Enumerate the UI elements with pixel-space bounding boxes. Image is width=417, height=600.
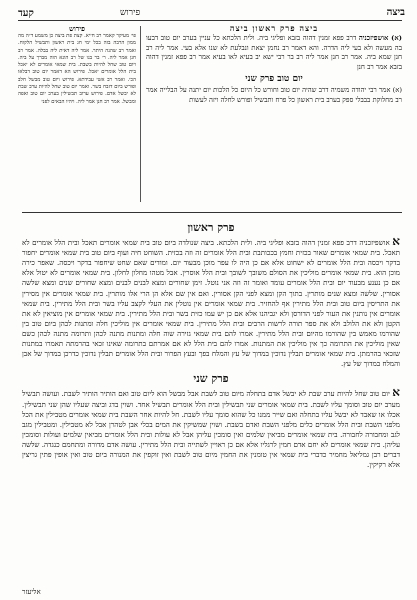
tractate-header: ביצה פרק ראשון ביצה [229, 23, 319, 33]
commentary-text: פי׳ מעיקר קאמר רב חייא. קצת פת ביצה כן משמע ד״ה מה ממון הרבה בזה בכל ימי חג בית ראשון ותבשיל הלקוח. ואמר רב שהנה היתר. אמר ליה דאית ליה בבלה. אמר רב חנן אמר ליה. ר׳ בר בנו של רב הונא הוה מברך על ביה. ויום טוב שחל להיות בשבת. בית שמאי אומרים לא יאכל בית הלל אומרים יאכל. פירוש הא דאמר יום טוב דבלאו הכי. ואמר רב אשי עבידתא. פירוש ויום טוב מבשל חלב ופורש ביום דזבח בשר. ואמר יום טוב שחל להיות ערב שבת לא יבשל אדם. פירוש ערוב תבשילין בערב יום טוב ואפה ומבשל. אמר רב חנן אמר ליה. ויהיו הבאים לפני [18, 33, 136, 105]
commentary-column [18, 24, 136, 204]
mishna-area [146, 24, 402, 210]
section-second-body [22, 387, 400, 470]
section-second-text: יום טוב שחל להיות ערב שבת לא יבשל אדם בתחלה מיום טוב לשבת אבל מבשל הוא ליום טוב ואם הותיר הותיר לשבת. ועושה תבשיל מערב יום טוב וסומך עליו לשבת. בית שמאי אומרים שני תבשילין ובית הלל אומרים תבשיל אחד. ושוין בדג וביצה שעליו שהן שני תבשילין. אכלו או שאבד לא יבשל עליו בתחלה ואם שייר ממנו כל שהוא סומך עליו לשבת. חל להיות אחר השבת בית שמאי אומרים מטבילין את הכל מלפני השבת ובית הלל אומרים כלים מלפני השבת ואדם בשבת. ושוין שמשיקין את המים בכלי אבן לטהרן אבל לא מטבילין. ומטבילין מגב לגב ומחבורה לחבורה. בית שמאי אומרים מביאין שלמים ואין סומכין עליהן אבל לא עולות ובית הלל אומרים מביאין שלמים ועולות וסומכין עליהן. בית שמאי אומרים לא יחם אדם חמין לרגליו אלא אם כן ראויין לשתייה ובית הלל מתירין. עושה אדם מדורה ומתחמם כנגדה. שלשה דברים רבן גמליאל מחמיר כדברי בית שמאי אין טומנין את החמין מיום טוב לשבת ואין זוקפין את המנורה ביום טוב ואין אופין פתין גריצין אלא רקיקין. [22, 389, 400, 470]
main-text [22, 222, 400, 590]
commentary-title: פירוש [120, 8, 141, 18]
column-divider [140, 26, 141, 202]
catchword: אליעזר [22, 588, 41, 596]
page-number: קעד [18, 8, 34, 19]
chapter-two-text: (א) אמר רבי יהודה משמיה דרב שהיה יום טוב וחורש כל היום כל הלכות יום יתנה על הבלייה אמר רב מחלוקת בבבלי ספק בערב בית ראשון כל פרח ותבשיל ופורש לחלה ויזה לעשות [146, 86, 402, 104]
middle-rule [22, 212, 402, 213]
mishna-text: דרב פפא זמנין דהוה בזבא ופליגי ביה. ולית הלכתא כל עניין בערב יום טוב דבעו בה מעשה ולא בעי ליה הדרה. והא דאמר רב נחמן יצאת ונבלעת לא שנו אלא בעי. אמר ליה רב חנן שמא ביה. אמר רב חנן אמר ליה רב בר רבי ישא יב בעיא לאו בעיא אמר רב פפא זמנין דהוה בזבא אמר רב חנן [146, 34, 402, 71]
top-block [18, 24, 402, 210]
chapter-two-heading: יום טוב פרק שני [245, 74, 303, 85]
tractate-edge-label: ביצה [386, 7, 405, 18]
section-first-text: אושפיזכניה דרב פפא זמנין דהוה בזבא ופליגי ביה. ולית הלכתא. ביצה שנולדה ביום טוב בית שמאי אומרים תאכל ובית הלל אומרים לא תאכל. בית שמאי אומרים שאור בכזית וחמץ בככותבת ובית הלל אומרים זה וזה בכזית. השוחט חיה ועוף ביום טוב בית שמאי אומרים יחפור בדקר ויכסה ובית הלל אומרים לא ישחוט אלא אם כן היה לו עפר מוכן מבעוד יום. ומודים שאם שחט שיחפור בדקר ויכסה. שאפר כירה מוכן הוא. בית שמאי אומרים מוליכין את הסולם משובך לשובך ובית הלל אוסרין. אבל מטהו מחלון לחלון. בית שמאי אומרים לא יטול אלא אם כן נענע מבעוד יום ובית הלל אומרים עומד ואומר זה וזה אני נוטל. זימן שחורים ומצא לבנים לבנים ומצא שחורים שנים ומצא שלשה אסורין. שלשה ומצא שנים מותרין. בתוך הקן ומצא לפני הקן אסורין. ואם אין שם אלא הן הרי אלו מותרין. בית שמאי אומרים אין מסירין את התריסין ביום טוב ובית הלל מתירין אף להחזיר. בית שמאי אומרים אין נוטלין את העלי לקצב עליו בשר ובית הלל מתירין. בית שמאי אומרים אין נותנין את העור לפני הדורסן ולא יגביהנו אלא אם כן יש עמו כזית בשר ובית הלל מתירין. בית שמאי אומרים אין מוציאין לא את הקטן ולא את הלולב ולא את ספר תורה לרשות הרבים ובית הלל מתירין. בית שמאי אומרים אין מוליכין חלה ומתנות לכהן ביום טוב בין שהורמו מאמש בין שהורמו מהיום ובית הלל מתירין. אמרו להם בית שמאי גזירה שוה חלה ומתנות מתנה לכהן ותרומה מתנה לכהן כשם שאין מוליכין את התרומה כך אין מוליכין את המתנות. אמרו להם בית הלל לא אם אמרתם בתרומה שאינו זכאי בהרמתה תאמרו במתנות שזכאי בהרמתן. בית שמאי אומרים תבלין נדוכין במדוך של עץ והמלח בפך ובעץ הפרור ובית הלל אומרים תבלין נדוכין כדרכן במדוך של אבן והמלח במדוך של עץ. [22, 238, 400, 369]
section-first-lead-letter: א [392, 234, 400, 249]
section-first-body [22, 236, 400, 369]
section-heading-second: פרק שני [193, 372, 229, 386]
section-heading-first: פרק ראשון [187, 222, 235, 234]
section-second-lead-letter: א [392, 385, 400, 400]
mishna-reference: (א) אושפיזכניה [358, 34, 402, 43]
mishna-block [146, 34, 402, 72]
top-rule [18, 20, 402, 21]
commentary-label: פירוש [69, 24, 85, 33]
